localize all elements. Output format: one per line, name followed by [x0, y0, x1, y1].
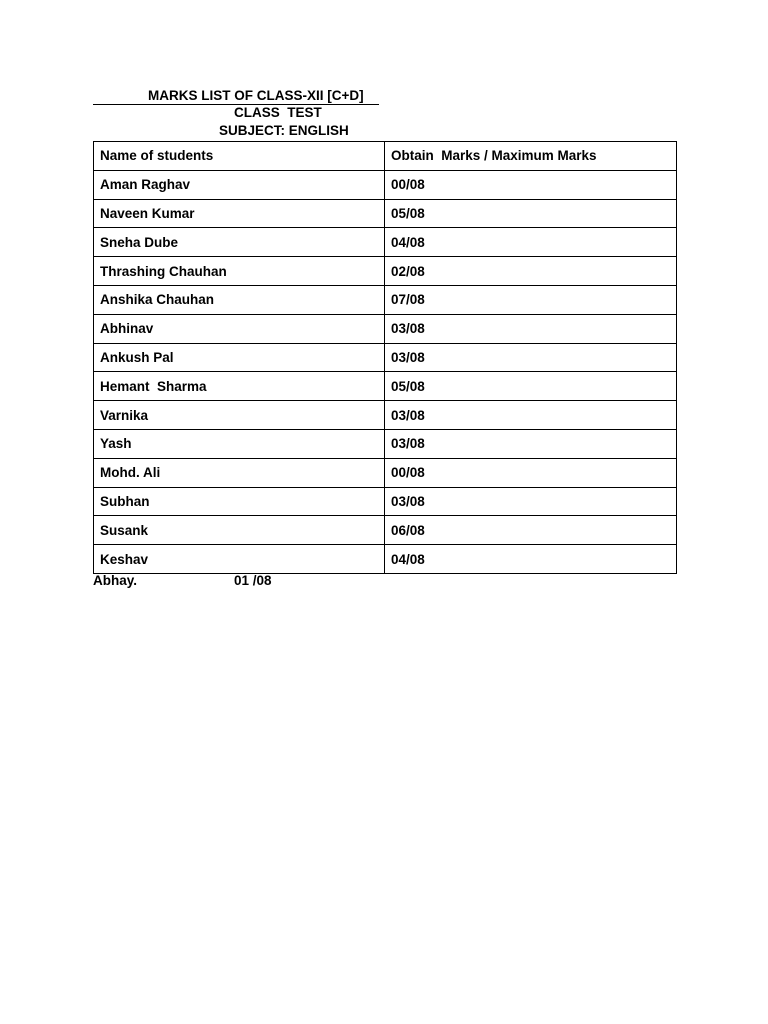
- student-marks-cell: 06/08: [385, 516, 677, 545]
- student-name-cell: Thrashing Chauhan: [94, 257, 385, 286]
- student-marks-cell: 02/08: [385, 257, 677, 286]
- table-row: [94, 401, 677, 430]
- student-name-cell: Hemant Sharma: [94, 372, 385, 401]
- table-row: [94, 487, 677, 516]
- student-marks-cell: 05/08: [385, 372, 677, 401]
- extra-student-name: Abhay.: [93, 573, 138, 588]
- student-name-cell: Susank: [94, 516, 385, 545]
- table-row: [94, 285, 677, 314]
- student-marks-cell: 05/08: [385, 199, 677, 228]
- student-marks-cell: 03/08: [385, 343, 677, 372]
- student-name-cell: Varnika: [94, 401, 385, 430]
- table-header-row: [94, 142, 677, 171]
- test-type-subtitle: CLASS TEST: [234, 105, 322, 120]
- student-marks-cell: 00/08: [385, 458, 677, 487]
- table-row: [94, 516, 677, 545]
- student-marks-cell: 03/08: [385, 429, 677, 458]
- table-row: [94, 343, 677, 372]
- student-marks-cell: 03/08: [385, 314, 677, 343]
- table-row: [94, 228, 677, 257]
- student-name-cell: Keshav: [94, 545, 385, 574]
- marks-table-body: [94, 142, 677, 574]
- student-name-cell: Mohd. Ali: [94, 458, 385, 487]
- table-row: [94, 199, 677, 228]
- table-row: [94, 429, 677, 458]
- table-row: [94, 545, 677, 574]
- table-row: [94, 458, 677, 487]
- page-title: MARKS LIST OF CLASS-XII [C+D]: [148, 88, 368, 103]
- student-marks-cell: 04/08: [385, 228, 677, 257]
- student-name-cell: Yash: [94, 429, 385, 458]
- student-name-cell: Anshika Chauhan: [94, 285, 385, 314]
- student-name-cell: Sneha Dube: [94, 228, 385, 257]
- column-header-marks: Obtain Marks / Maximum Marks: [385, 142, 677, 171]
- table-row: [94, 372, 677, 401]
- table-row: [94, 257, 677, 286]
- student-name-cell: Ankush Pal: [94, 343, 385, 372]
- table-row: [94, 314, 677, 343]
- column-header-name: Name of students: [94, 142, 385, 171]
- table-row: [94, 170, 677, 199]
- marks-table: [93, 141, 677, 574]
- student-name-cell: Aman Raghav: [94, 170, 385, 199]
- student-name-cell: Abhinav: [94, 314, 385, 343]
- student-name-cell: Naveen Kumar: [94, 199, 385, 228]
- student-marks-cell: 00/08: [385, 170, 677, 199]
- student-marks-cell: 03/08: [385, 487, 677, 516]
- student-marks-cell: 03/08: [385, 401, 677, 430]
- student-marks-cell: 07/08: [385, 285, 677, 314]
- student-marks-cell: 04/08: [385, 545, 677, 574]
- extra-student-marks: 01 /08: [234, 573, 272, 588]
- student-name-cell: Subhan: [94, 487, 385, 516]
- subject-subtitle: SUBJECT: ENGLISH: [219, 123, 349, 138]
